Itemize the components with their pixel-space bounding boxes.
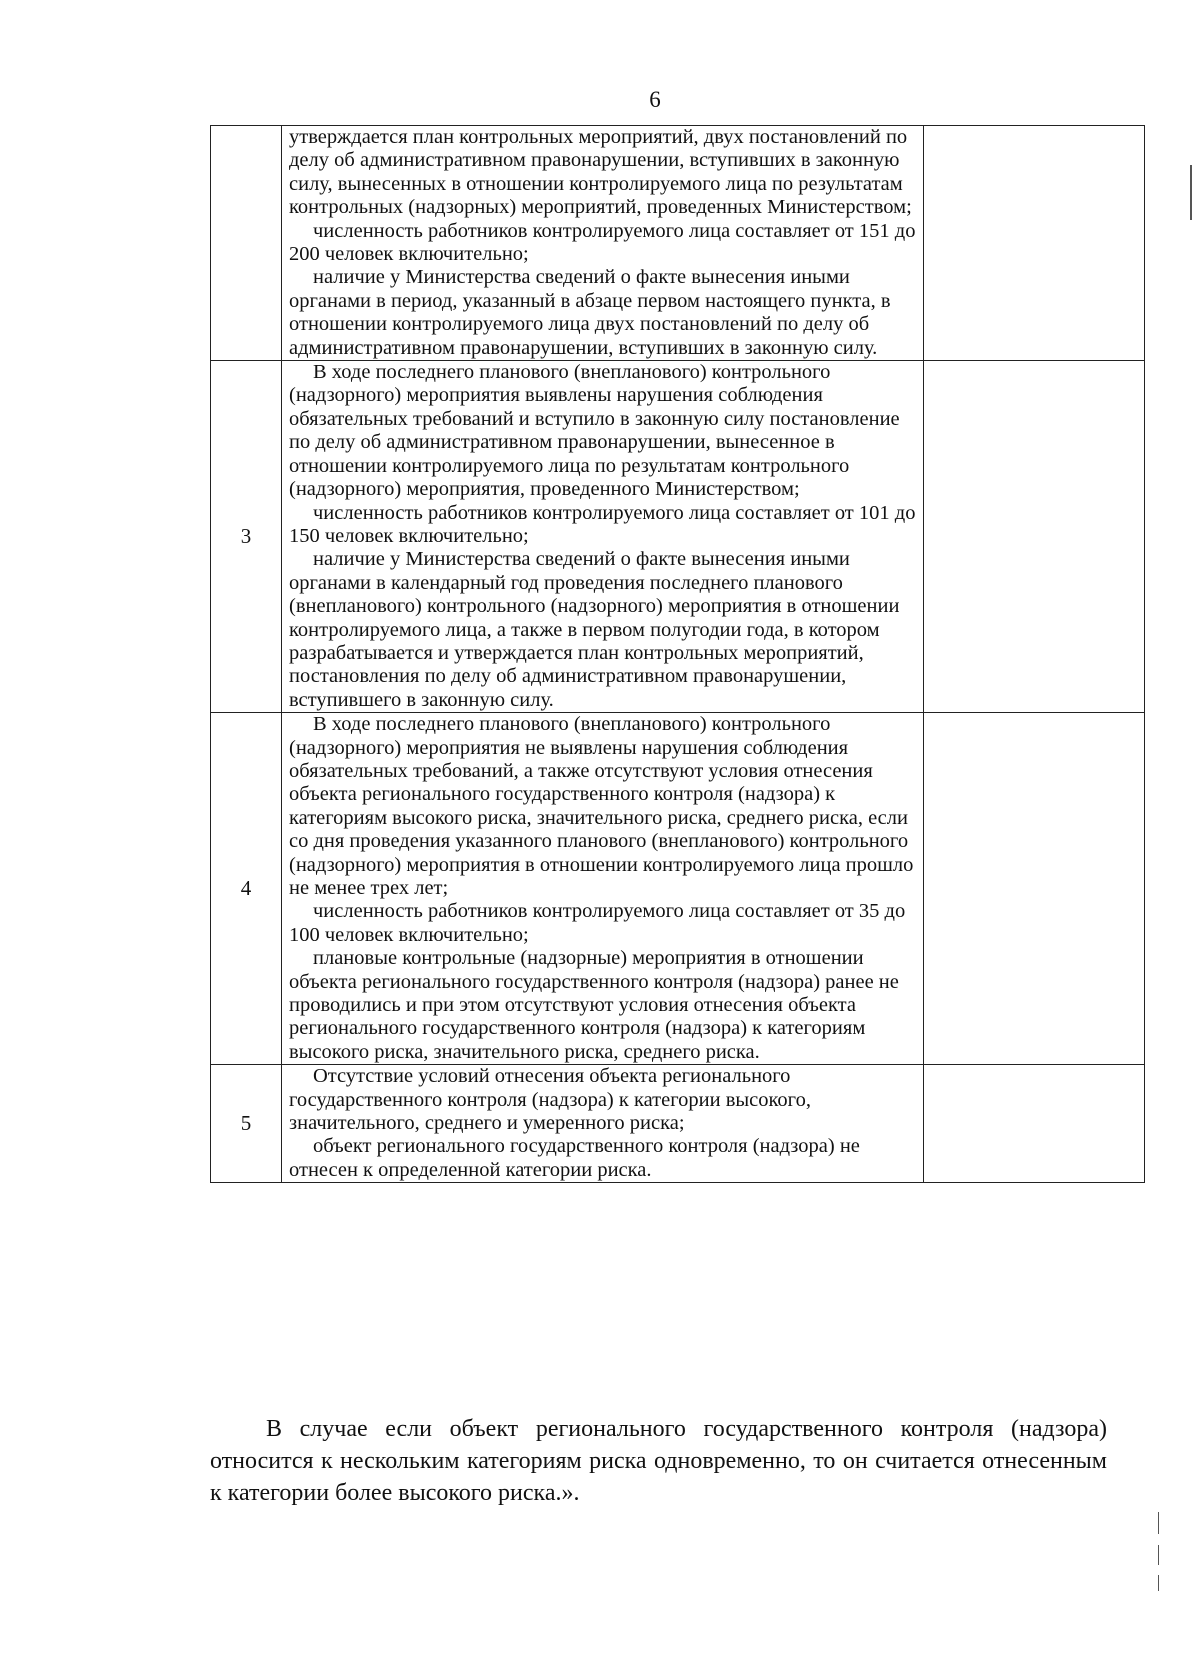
criteria-paragraph: В ходе последнего планового (внепланового) контрольного (надзорного) мероприятия не выявлены нарушения соблюдения обязательных требований, а также отсутствуют условия отнесения объекта регионального государственного контроля (надзора) к категориям высокого риска, значительного риска, среднего риска, если со дня проведения указанного планового (внепланового) контрольного (надзорного) мероприятия в отношении контролируемого лица прошло не менее трех лет; [289,713,914,899]
table-row [211,713,1145,1065]
empty-cell [924,1065,1145,1183]
scan-artifact [1158,1545,1159,1565]
row-number: 3 [211,361,282,713]
criteria-paragraph: Отсутствие условий отнесения объекта регионального государственного контроля (надзора) к категории высокого, значительного, среднего и умеренного риска; [289,1065,811,1135]
criteria-cell [282,1065,924,1183]
row-number: 5 [211,1065,282,1183]
empty-cell [924,713,1145,1065]
criteria-paragraph: численность работников контролируемого лица составляет от 101 до 150 человек включительно; [289,501,916,547]
criteria-paragraph: В ходе последнего планового (внепланового) контрольного (надзорного) мероприятия выявлены нарушения соблюдения обязательных требований и вступило в законную силу постановление по делу об административном правонарушении, вынесенное в отношении контролируемого лица по результатам контрольного (надзорного) мероприятия, проведенного Министерством; [289,361,900,501]
criteria-cell [282,713,924,1065]
table-row [211,1065,1145,1183]
scan-artifact [1158,1575,1159,1591]
scan-artifact [1190,165,1192,220]
table-row [211,361,1145,713]
criteria-paragraph: плановые контрольные (надзорные) мероприятия в отношении объекта регионального государственного контроля (надзора) ранее не проводились и при этом отсутствуют условия отнесения объекта регионального государственного контроля (надзора) к категориям высокого риска, значительного риска, среднего риска. [289,947,899,1063]
criteria-paragraph: объект регионального государственного контроля (надзора) не отнесен к определенной категории риска. [289,1135,860,1181]
criteria-paragraph: численность работников контролируемого лица составляет от 35 до 100 человек включительно; [289,900,906,946]
empty-cell [924,361,1145,713]
empty-cell [924,126,1145,361]
row-number: 4 [211,713,282,1065]
risk-category-table [210,125,1145,1183]
criteria-paragraph: утверждается план контрольных мероприятий, двух постановлений по делу об административном правонарушении, вступивших в законную силу, вынесенных в отношении контролируемого лица по результатам контрольных (надзорных) мероприятий, проведенных Министерством; [289,126,912,219]
criteria-paragraph: наличие у Министерства сведений о факте вынесения иными органами в календарный год проведения последнего планового (внепланового) контрольного (надзорного) мероприятия в отношении контролируемого лица, а также в первом полугодии года, в котором разрабатывается и утверждается план контрольных мероприятий, постановления по делу об административном правонарушении, вступившего в законную силу. [289,548,900,711]
criteria-paragraph: наличие у Министерства сведений о факте вынесения иными органами в период, указанный в абзаце первом настоящего пункта, в отношении контролируемого лица двух постановлений по делу об административном правонарушении, вступивших в законную силу. [289,266,891,359]
page-number: 6 [649,87,661,112]
scan-artifact [1158,1512,1159,1534]
row-number [211,126,282,361]
closing-paragraph: В случае если объект регионального государственного контроля (надзора) относится к нескольким категориям риска одновременно, то он считается отнесенным к категории более высокого риска.». [210,1416,1107,1506]
criteria-paragraph: численность работников контролируемого лица составляет от 151 до 200 человек включительно; [289,219,916,266]
criteria-cell [282,126,924,361]
table-row [211,126,1145,361]
criteria-cell [282,361,924,713]
